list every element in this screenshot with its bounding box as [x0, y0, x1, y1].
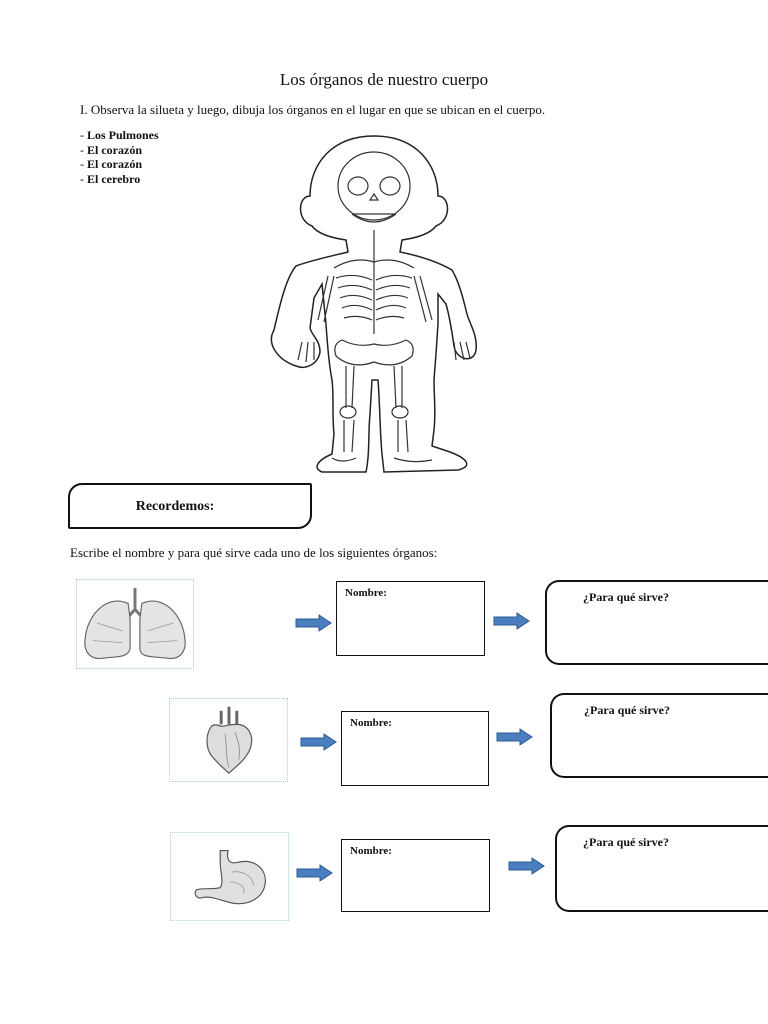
lungs-icon: [77, 580, 193, 668]
nombre-label: Nombre:: [345, 587, 387, 599]
para-que-sirve-field[interactable]: [555, 825, 768, 912]
heart-icon: [170, 699, 287, 781]
list-item: - Los Pulmones: [80, 128, 159, 142]
arrow-icon: [295, 614, 333, 632]
stomach-image: [170, 832, 289, 921]
heart-image: [169, 698, 288, 782]
para-que-sirve-field[interactable]: [545, 580, 768, 665]
para-que-sirve-label: ¿Para qué sirve?: [583, 590, 669, 604]
page-title: Los órganos de nuestro cuerpo: [279, 70, 489, 89]
nombre-field[interactable]: [341, 711, 489, 786]
arrow-icon: [508, 857, 546, 875]
arrow-icon: [296, 864, 334, 882]
para-que-sirve-label: ¿Para qué sirve?: [583, 835, 669, 849]
nombre-label: Nombre:: [350, 845, 392, 857]
instruction-text: I. Observa la silueta y luego, dibuja los órganos en el lugar en que se ubican en el cuerpo.: [80, 102, 546, 117]
list-item: - El corazón: [80, 157, 142, 171]
arrow-icon: [300, 733, 338, 751]
para-que-sirve-label: ¿Para qué sirve?: [584, 703, 670, 717]
organ-list: [80, 128, 159, 186]
list-item: - El corazón: [80, 142, 142, 157]
nombre-field[interactable]: [336, 581, 485, 656]
lungs-image: [76, 579, 194, 669]
nombre-field[interactable]: [341, 839, 490, 912]
arrow-icon: [496, 728, 534, 746]
arrow-icon: [493, 612, 531, 630]
recordemos-label: Recordemos:: [135, 499, 215, 514]
nombre-label: Nombre:: [350, 717, 392, 729]
exercise-instruction: Escribe el nombre y para qué sirve cada uno de los siguientes órganos:: [70, 545, 438, 560]
stomach-icon: [171, 833, 288, 920]
skeleton-silhouette: [262, 134, 486, 478]
recordemos-banner: [68, 483, 312, 529]
para-que-sirve-field[interactable]: [550, 693, 768, 778]
list-item: - El cerebro: [80, 171, 141, 186]
